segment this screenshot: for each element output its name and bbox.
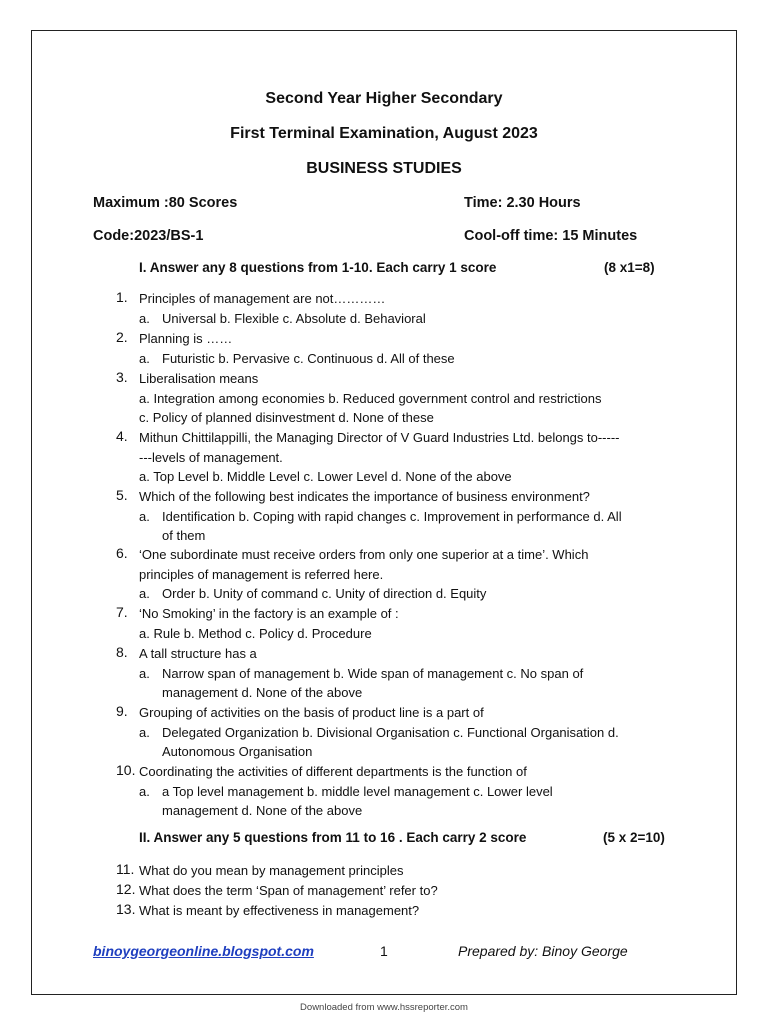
answer-options: Autonomous Organisation: [162, 744, 313, 759]
page-number: 1: [380, 943, 388, 959]
question-number: 5.: [116, 487, 128, 503]
question-number: 1.: [116, 289, 128, 305]
option-label: a.: [139, 783, 150, 799]
answer-options: Identification b. Coping with rapid changes c. Improvement in performance d. All: [162, 508, 622, 524]
blog-link[interactable]: binoygeorgeonline.blogspot.com: [93, 943, 314, 959]
question-text: ‘One subordinate must receive orders from only one superior at a time’. Which: [139, 547, 589, 562]
answer-options: Universal b. Flexible c. Absolute d. Behavioral: [162, 310, 426, 326]
subject-title: BUSINESS STUDIES: [306, 160, 462, 177]
exam-time: Time: 2.30 Hours: [464, 195, 581, 211]
question-text: ---levels of management.: [139, 449, 283, 465]
question-text: What does the term ‘Span of management’ refer to?: [139, 883, 438, 898]
answer-options: a Top level management b. middle level management c. Lower level: [162, 783, 553, 799]
option-label: a.: [139, 724, 150, 740]
question-text: ‘No Smoking’ in the factory is an example of :: [139, 606, 399, 621]
answer-options: of them: [162, 528, 206, 543]
exam-code: Code:2023/BS-1: [93, 228, 204, 244]
question-text: Mithun Chittilappilli, the Managing Director of V Guard Industries Ltd. belongs to-----: [139, 430, 620, 445]
question-text: Liberalisation means: [139, 371, 259, 386]
question-number: 9.: [116, 703, 128, 719]
option-label: a.: [139, 310, 150, 326]
answer-options: Delegated Organization b. Divisional Organisation c. Functional Organisation d.: [162, 724, 619, 740]
question-text: a. Rule b. Method c. Policy d. Procedure: [139, 625, 372, 641]
option-label: a.: [139, 350, 150, 366]
question-text: Principles of management are not…………: [139, 291, 386, 306]
question-text: Coordinating the activities of different departments is the function of: [139, 764, 527, 779]
question-text: A tall structure has a: [139, 646, 257, 661]
answer-options: Order b. Unity of command c. Unity of direction d. Equity: [162, 586, 487, 601]
prepared-by: Prepared by: Binoy George: [458, 943, 628, 959]
downloaded-from: Downloaded from www.hssreporter.com: [300, 1002, 468, 1013]
option-label: a.: [139, 586, 150, 601]
question-number: 4.: [116, 428, 128, 444]
question-text: c. Policy of planned disinvestment d. None of these: [139, 410, 434, 425]
question-number: 11.: [116, 861, 135, 877]
answer-options: management d. None of the above: [162, 685, 363, 700]
section1-title: I. Answer any 8 questions from 1-10. Each carry 1 score: [139, 260, 497, 275]
question-text: Planning is ……: [139, 331, 233, 346]
question-text: principles of management is referred here.: [139, 566, 384, 582]
section2-marks: (5 x 2=10): [603, 830, 665, 845]
answer-options: Narrow span of management b. Wide span of management c. No span of: [162, 665, 584, 681]
question-text: Which of the following best indicates the importance of business environment?: [139, 489, 590, 504]
question-number: 8.: [116, 644, 128, 660]
question-text: Grouping of activities on the basis of product line is a part of: [139, 705, 484, 720]
question-text: What is meant by effectiveness in management?: [139, 903, 420, 918]
max-scores: Maximum :80 Scores: [93, 195, 238, 211]
question-text: What do you mean by management principles: [139, 863, 404, 878]
question-number: 10.: [116, 762, 136, 778]
section1-marks: (8 x1=8): [604, 260, 655, 275]
cooloff-time: Cool-off time: 15 Minutes: [464, 228, 638, 244]
answer-options: management d. None of the above: [162, 803, 363, 818]
exam-title-line1: Second Year Higher Secondary: [265, 90, 503, 107]
question-number: 3.: [116, 369, 128, 385]
answer-options: Futuristic b. Pervasive c. Continuous d. All of these: [162, 350, 455, 366]
question-number: 2.: [116, 329, 128, 345]
section2-title: II. Answer any 5 questions from 11 to 16 . Each carry 2 score: [139, 830, 527, 845]
question-text: a. Top Level b. Middle Level c. Lower Level d. None of the above: [139, 469, 512, 484]
question-number: 13.: [116, 901, 136, 917]
option-label: a.: [139, 508, 150, 524]
question-number: 12.: [116, 881, 136, 897]
question-number: 6.: [116, 545, 128, 561]
question-text: a. Integration among economies b. Reduced government control and restrictions: [139, 390, 602, 406]
question-number: 7.: [116, 604, 128, 620]
exam-title-line2: First Terminal Examination, August 2023: [230, 125, 538, 142]
option-label: a.: [139, 665, 150, 681]
